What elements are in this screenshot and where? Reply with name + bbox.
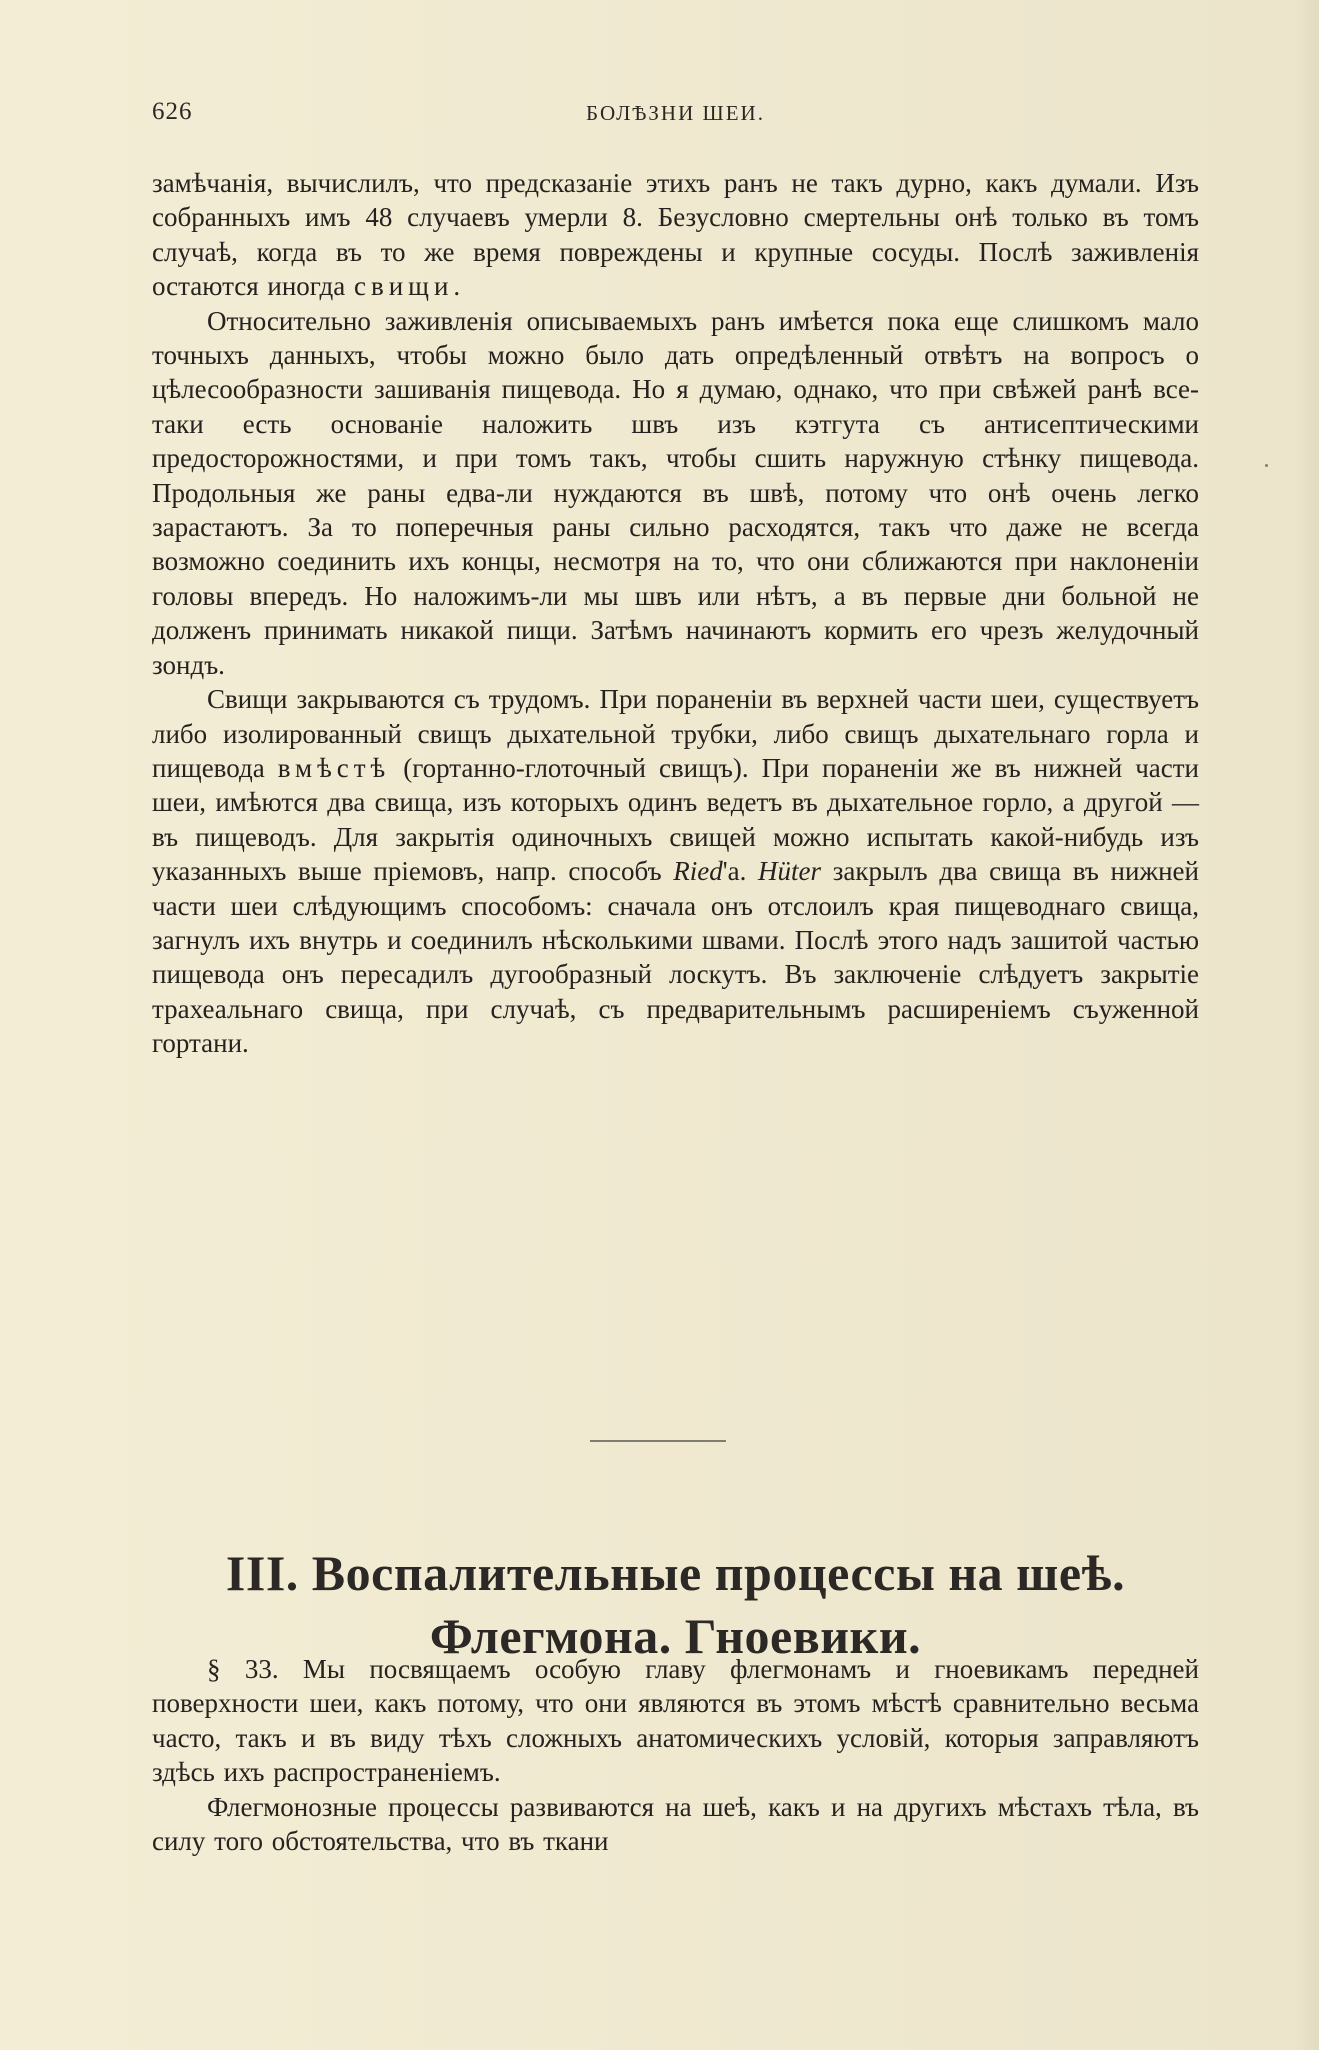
main-text-upper: [152, 166, 1199, 1061]
emphasized-word: свищи: [353, 271, 454, 302]
paragraph-text: (гортанно-глоточный свищъ). При пораненіи же въ нижней части шеи, имѣются два свища, изъ которыхъ одинъ ведетъ въ дыхательное горло, а другой — въ пищеводъ. Для закрытія одиночныхъ свищей можно испытать какой-нибудь изъ указанныхъ выше пріемовъ, напр. способъ: [152, 752, 1199, 887]
running-header: [152, 98, 1199, 132]
section-heading-line: Флегмона. Гноевики.: [429, 1607, 922, 1664]
paragraph: [152, 1790, 1199, 1859]
paper-speck: [1265, 464, 1268, 467]
paragraph-text: Свищи закрываются съ трудомъ. При пораненіи въ верхней части шеи, существуетъ либо изолированный свищъ дыхательной трубки, либо свищъ дыхательнаго горла и пищевода: [152, 684, 1199, 783]
paragraph-text: Относительно заживленія описываемыхъ ранъ имѣется пока еще слишкомъ мало точныхъ данныхъ, чтобы можно было дать опредѣленный отвѣтъ на вопросъ о цѣлесообразности зашиванія пищевода. Но я думаю, однако, что при свѣжей ранѣ все-таки есть основаніе наложить швъ изъ кэтгута съ антисептическими предосторожностями, и при томъ такъ, чтобы сшить наружную стѣнку пищевода. Продольныя же раны едва-ли нуждаются въ швѣ, потому что онѣ очень легко зарастаютъ. За то поперечныя раны сильно расходятся, такъ что даже не всегда возможно соединить ихъ концы, несмотря на то, что они сближаются при наклоненіи головы впередъ. Но наложимъ-ли мы швъ или нѣтъ, а въ первые дни больной не долженъ принимать никакой пищи. Затѣмъ начинаютъ кормить его чрезъ желудочный зондъ.: [152, 305, 1199, 680]
emphasized-word: вмѣстѣ: [277, 752, 391, 783]
paragraph-continuation: [152, 166, 1199, 304]
author-name: Ried: [673, 856, 723, 887]
paragraph-text: замѣчанія, вычислилъ, что предсказаніе этихъ ранъ не такъ дурно, какъ думали. Изъ собранныхъ имъ 48 случаевъ умерли 8. Безусловно смертельны онѣ только въ томъ случаѣ, когда въ то же время повреждены и крупные сосуды. Послѣ заживленія остаются иногда: [152, 168, 1199, 302]
section-divider: [590, 1440, 726, 1442]
page-number: 626: [152, 98, 193, 125]
author-name: Hüter: [758, 856, 822, 887]
main-text-lower: [152, 1652, 1199, 1858]
page-edge-shadow: [1295, 0, 1319, 2050]
paragraph-text: § 33. Мы посвящаемъ особую главу флегмонамъ и гноевикамъ передней поверхности шеи, какъ потому, что они являются въ этомъ мѣстѣ сравнительно весьма часто, такъ и въ виду тѣхъ сложныхъ анатомическихъ условій, которыя заправляютъ здѣсь ихъ распространеніемъ.: [152, 1654, 1199, 1788]
paragraph: [152, 682, 1199, 1060]
paragraph-text: .: [453, 271, 461, 302]
running-title: БОЛѢЗНИ ШЕИ.: [586, 101, 765, 125]
paragraph-text: Флегмонозные процессы развиваются на шеѣ, какъ и на другихъ мѣстахъ тѣла, въ силу того обстоятельства, что въ ткани: [152, 1791, 1199, 1857]
paragraph-text: закрылъ два свища въ нижней части шеи слѣдующимъ способомъ: сначала онъ отслоилъ края пищеводнаго свища, загнулъ ихъ внутрь и соединилъ нѣсколькими швами. Послѣ этого надъ зашитой частью пищевода онъ пересадилъ дугообразный лоскутъ. Въ заключеніе слѣдуетъ закрытіе трахеальнаго свища, при случаѣ, съ предварительнымъ расширеніемъ съуженной гортани.: [152, 856, 1199, 1059]
paragraph-text: 'а.: [722, 856, 759, 887]
paragraph: [152, 1652, 1199, 1790]
paragraph: [152, 304, 1199, 682]
section-heading: [152, 1542, 1199, 1668]
section-heading-line: III. Воспалительные процессы на шеѣ.: [225, 1544, 1126, 1601]
